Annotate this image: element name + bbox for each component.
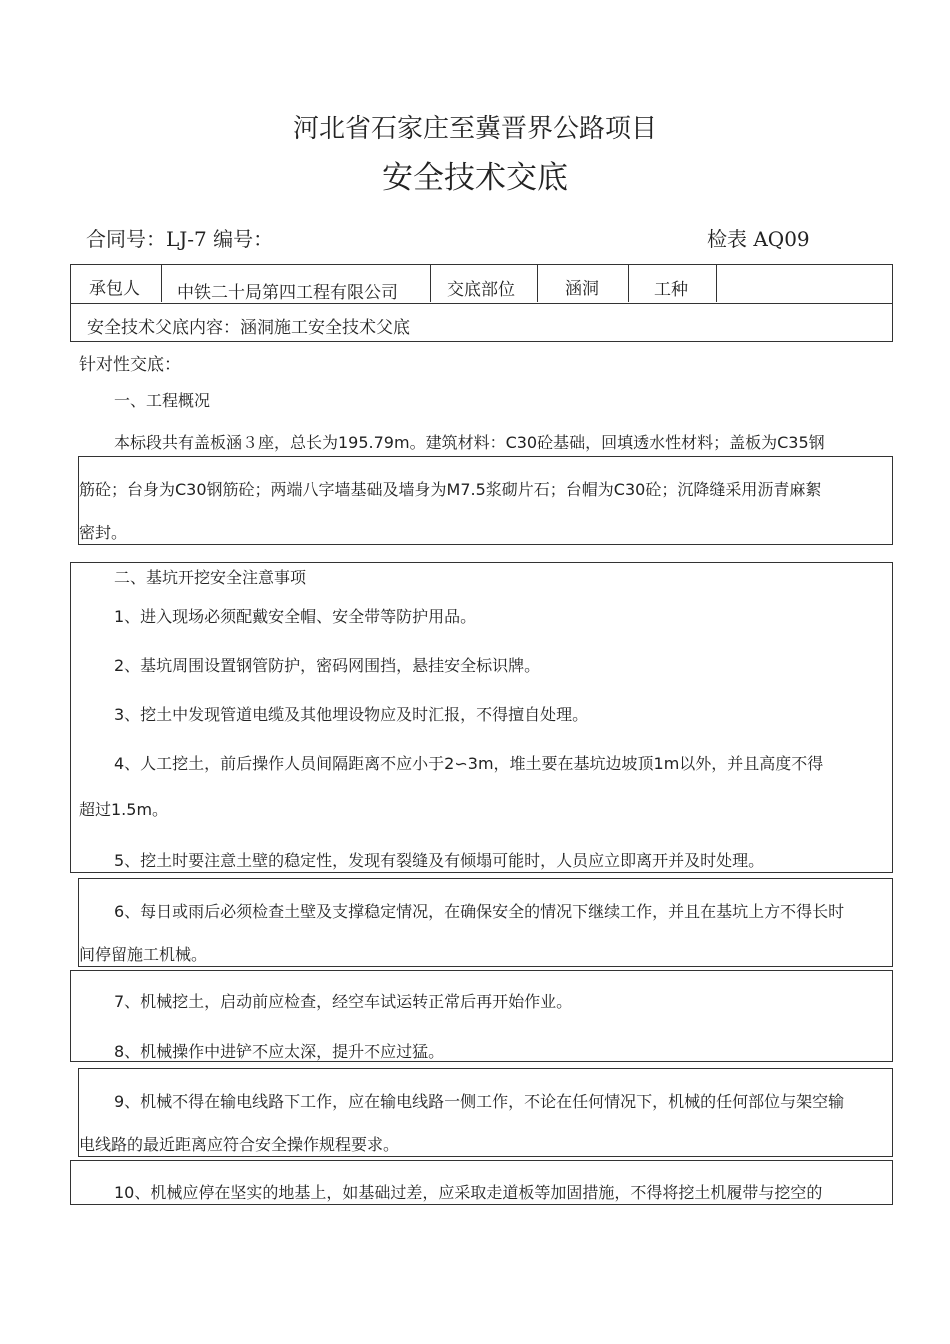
form-number: 检表 AQ09 — [707, 227, 810, 251]
list-item: 超过1.5m。 — [79, 800, 169, 819]
document-title: 安全技术交底 — [382, 160, 568, 196]
overview-box — [78, 456, 893, 545]
location-label: 交底部位 — [447, 280, 515, 300]
targeted-heading: 针对性交底： — [79, 355, 181, 375]
list-item: 电线路的最近距离应符合安全操作规程要求。 — [79, 1135, 400, 1154]
location-value: 涵洞 — [565, 279, 599, 299]
list-item: 3、挖土中发现管道电缆及其他埋设物应及时汇报，不得擅自处理。 — [114, 705, 589, 724]
list-item: 5、挖土时要注意土壁的稳定性，发现有裂缝及有倾塌可能时，人员应立即离开并及时处理。 — [114, 851, 765, 870]
list-item: 7、机械挖土，启动前应检查，经空车试运转正常后再开始作业。 — [114, 992, 573, 1011]
section2-heading: 二、基坑开挖安全注意事项 — [114, 568, 307, 587]
project-title: 河北省石家庄至冀晋界公路项目 — [292, 114, 657, 144]
list-item: 6、每日或雨后必须检查土壁及支撑稳定情况，在确保安全的情况下继续工作，并且在基坑上方不得长时 — [114, 902, 845, 921]
list-item: 9、机械不得在输电线路下工作，应在输电线路一侧工作，不论在任何情况下，机械的任何部位与架空输 — [114, 1092, 845, 1111]
overview-line: 密封。 — [79, 523, 128, 542]
contractor-label: 承包人 — [89, 279, 140, 299]
info-table — [70, 264, 893, 342]
list-item: 8、机械操作中进铲不应太深，提升不应过猛。 — [114, 1042, 445, 1061]
overview-line: 筋砼；台身为C30钢筋砼；两端八字墙基础及墙身为M7.5浆砌片石；台帽为C30砼；沉降缝采用沥青麻絮 — [79, 480, 822, 499]
list-item: 4、人工挖土，前后操作人员间隔距离不应小于2∽3m，堆土要在基坑边坡顶1m以外，并且高度不得 — [114, 754, 824, 773]
list-item: 2、基坑周围设置钢管防护，密码网围挡，悬挂安全标识牌。 — [114, 656, 541, 675]
section1-heading: 一、工程概况 — [114, 391, 211, 410]
list-item: 间停留施工机械。 — [79, 945, 208, 964]
list-item: 10、机械应停在坚实的地基上，如基础过差，应采取走道板等加固措施，不得将挖土机履带与挖空的 — [114, 1183, 823, 1202]
contractor-value: 中铁二十局第四工程有限公司 — [177, 283, 398, 303]
content-line: 安全技术父底内容：涵洞施工安全技术父底 — [87, 318, 410, 338]
contract-number: 合同号：LJ-7 编号： — [86, 227, 274, 251]
list-item: 1、进入现场必须配戴安全帽、安全带等防护用品。 — [114, 607, 477, 626]
trade-label: 工种 — [654, 280, 688, 300]
overview-line: 本标段共有盖板涵３座，总长为195.79m。建筑材料：C30砼基础，回填透水性材料；盖板为C35钢 — [114, 433, 825, 452]
